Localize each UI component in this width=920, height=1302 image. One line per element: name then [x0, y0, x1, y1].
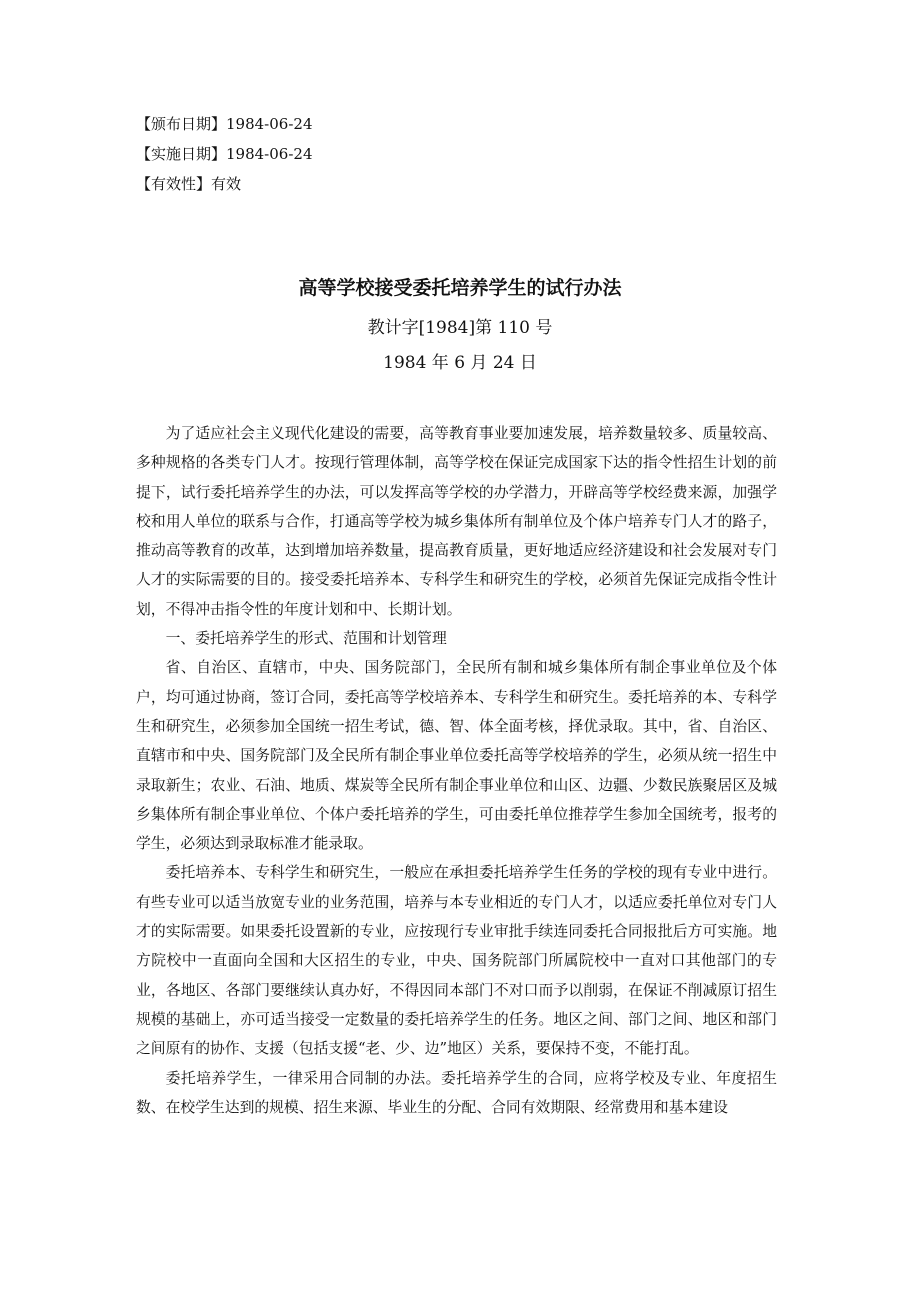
document-title: 高等学校接受委托培养学生的试行办法	[298, 277, 622, 299]
paragraph: 省、自治区、直辖市，中央、国务院部门，全民所有制和城乡集体所有制企事业单位及个体户，均可通过协商，签订合同，委托高等学校培养本、专科学生和研究生。委托培养的本、专科学生和研究生，必须参加全国统一招生考试，德、智、体全面考核，择优录取。其中，省、自治区、直辖市和中央、国务院部门及全民所有制企事业单位委托高等学校培养的学生，必须从统一招生中录取新生；农业、石油、地质、煤炭等全民所有制企事业单位和山区、边疆、少数民族聚居区及城乡集体所有制企事业单位、个体户委托培养的学生，可由委托单位推荐学生参加全国统考，报考的学生，必须达到录取标准才能录取。	[136, 659, 777, 853]
document-date: 1984 年 6 月 24 日	[383, 353, 537, 373]
section-heading: 一、委托培养学生的形式、范围和计划管理	[165, 630, 447, 648]
paragraph: 委托培养学生，一律采用合同制的办法。委托培养学生的合同，应将学校及专业、年度招生数、在校学生达到的规模、招生来源、毕业生的分配、合同有效期限、经常费用和基本建设	[136, 1069, 777, 1116]
paragraph: 委托培养本、专科学生和研究生，一般应在承担委托培养学生任务的学校的现有专业中进行。有些专业可以适当放宽专业的业务范围，培养与本专业相近的专门人才，以适应委托单位对专门人才的实际需要。如果委托设置新的专业，应按现行专业审批手续连同委托合同报批后方可实施。地方院校中一直面向全国和大区招生的专业，中央、国务院部门所属院校中一直对口其他部门的专业，各地区、各部门要继续认真办好，不得因同本部门不对口而予以削弱，在保证不削减原订招生规模的基础上，亦可适当接受一定数量的委托培养学生的任务。地区之间、部门之间、地区和部门之间原有的协作、支援（包括支援“老、少、边”地区）关系，要保持不变，不能打乱。	[136, 864, 777, 1058]
effective-date: 【实施日期】1984-06-24	[136, 145, 313, 163]
paragraph-preamble: 为了适应社会主义现代化建设的需要，高等教育事业要加速发展，培养数量较多、质量较高、多种规格的各类专门人才。按现行管理体制，高等学校在保证完成国家下达的指令性招生计划的前提下，试行委托培养学生的办法，可以发挥高等学校的办学潜力，开辟高等学校经费来源，加强学校和用人单位的联系与合作，打通高等学校为城乡集体所有制单位及个体户培养专门人才的路子，推动高等教育的改革，达到增加培养数量，提高教育质量，更好地适应经济建设和社会发展对专门人才的实际需要的目的。接受委托培养本、专科学生和研究生的学校，必须首先保证完成指令性计划，不得冲击指令性的年度计划和中、长期计划。	[136, 425, 777, 618]
document-metadata	[136, 109, 636, 199]
validity-status: 【有效性】有效	[136, 175, 242, 193]
document-body	[136, 419, 777, 1122]
issue-date: 【颁布日期】1984-06-24	[136, 115, 313, 133]
document-number: 教计字[1984]第 110 号	[367, 318, 553, 338]
